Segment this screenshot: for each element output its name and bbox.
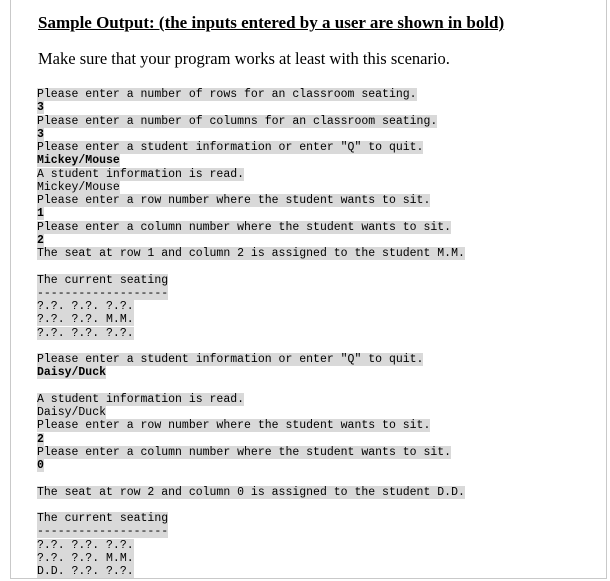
console-line xyxy=(37,327,465,340)
console-line xyxy=(37,115,465,128)
console-line-text: ?.?. ?.?. M.M. xyxy=(37,551,134,565)
console-line xyxy=(37,446,465,459)
user-input-line xyxy=(37,154,465,167)
console-line xyxy=(37,353,465,366)
console-line xyxy=(37,300,465,313)
user-input-line xyxy=(37,207,465,220)
console-line xyxy=(37,287,465,300)
console-line-text: Please enter a student information or enter "Q" to quit. xyxy=(37,141,424,154)
user-input-line xyxy=(37,128,465,141)
console-line xyxy=(37,486,465,499)
blank-line xyxy=(37,499,465,512)
console-line-text: Please enter a number of rows for an classroom seating. xyxy=(37,88,417,101)
console-line-text: ------------------- xyxy=(37,525,169,539)
console-line-text: Please enter a column number where the student wants to sit. xyxy=(37,445,452,459)
console-line xyxy=(37,406,465,419)
console-output xyxy=(37,88,465,578)
console-line-text: 2 xyxy=(37,432,44,446)
console-line-text: Please enter a student information or enter "Q" to quit. xyxy=(37,353,424,366)
console-line-text: 3 xyxy=(37,101,44,115)
user-input-line xyxy=(37,459,465,472)
console-line-text: ?.?. ?.?. M.M. xyxy=(37,313,134,327)
console-line-text: The seat at row 2 and column 0 is assigned to the student D.D. xyxy=(37,485,465,499)
console-line-text: 1 xyxy=(37,207,44,221)
console-line-text: Mickey/Mouse xyxy=(37,180,120,194)
console-line-text: Daisy/Duck xyxy=(37,366,107,380)
console-line-text: 0 xyxy=(37,459,44,472)
console-line xyxy=(37,194,465,207)
console-line-text: D.D. ?.?. ?.?. xyxy=(37,565,134,578)
console-line-text: Daisy/Duck xyxy=(37,406,107,419)
console-line-text: Please enter a column number where the student wants to sit. xyxy=(37,220,452,234)
user-input-line xyxy=(37,433,465,446)
console-line-text: Mickey/Mouse xyxy=(37,154,120,168)
console-line-text: 3 xyxy=(37,127,44,141)
console-line xyxy=(37,141,465,154)
console-line-text: ------------------- xyxy=(37,286,169,300)
console-line xyxy=(37,393,465,406)
intro-text: Make sure that your program works at least with this scenario. xyxy=(38,49,450,68)
user-input-line xyxy=(37,234,465,247)
console-line xyxy=(37,168,465,181)
console-line-text: Please enter a number of columns for an classroom seating. xyxy=(37,114,438,128)
user-input-line xyxy=(37,366,465,379)
console-line-text: 2 xyxy=(37,233,44,247)
console-line xyxy=(37,221,465,234)
console-line-text: The current seating xyxy=(37,512,169,525)
console-line-text: ?.?. ?.?. ?.?. xyxy=(37,300,134,313)
console-line-text: Please enter a row number where the student wants to sit. xyxy=(37,419,431,433)
blank-line xyxy=(37,380,465,393)
blank-line xyxy=(37,260,465,273)
console-line xyxy=(37,313,465,326)
console-line xyxy=(37,552,465,565)
console-line xyxy=(37,247,465,260)
blank-line xyxy=(37,472,465,485)
console-line xyxy=(37,274,465,287)
console-line xyxy=(37,512,465,525)
console-line-text: The current seating xyxy=(37,273,169,287)
console-line xyxy=(37,539,465,552)
console-line-text: ?.?. ?.?. ?.?. xyxy=(37,538,134,552)
console-line-text: A student information is read. xyxy=(37,167,245,181)
console-line xyxy=(37,181,465,194)
console-line-text: ?.?. ?.?. ?.?. xyxy=(37,326,134,340)
console-line xyxy=(37,525,465,538)
console-line-text: The seat at row 1 and column 2 is assigned to the student M.M. xyxy=(37,247,465,260)
console-line xyxy=(37,419,465,432)
blank-line xyxy=(37,340,465,353)
sample-output-heading: Sample Output: (the inputs entered by a user are shown in bold) xyxy=(38,13,505,32)
user-input-line xyxy=(37,101,465,114)
console-line-text: A student information is read. xyxy=(37,392,245,406)
console-line xyxy=(37,88,465,101)
console-line-text: Please enter a row number where the student wants to sit. xyxy=(37,194,431,207)
console-line xyxy=(37,565,465,578)
